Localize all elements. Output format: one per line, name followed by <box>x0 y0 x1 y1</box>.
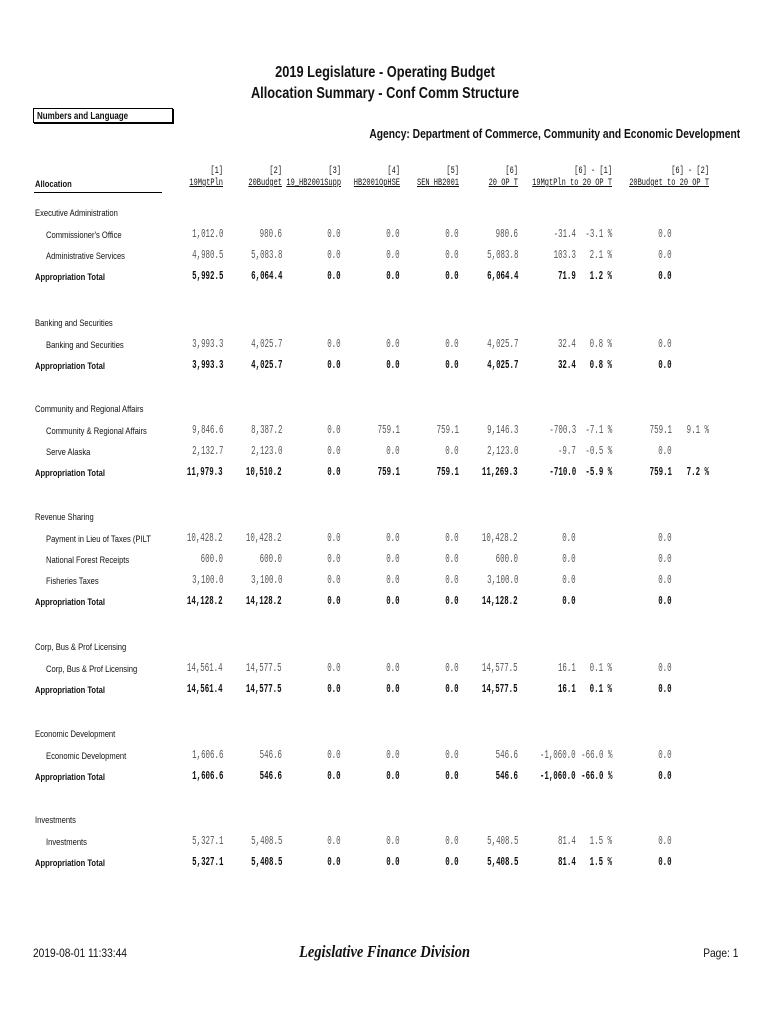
appropriation-total-value: 0.0 <box>327 769 341 783</box>
allocation-value: 16.1 <box>558 661 576 675</box>
allocation-value: 0.0 <box>658 748 672 762</box>
appropriation-total-value: -710.0 <box>549 465 576 479</box>
appropriation-total-value: 5,408.5 <box>250 855 282 869</box>
allocation-value: 0.0 <box>445 834 459 848</box>
column-header-number: [6] <box>505 166 518 177</box>
allocation-value: 9,846.6 <box>191 423 223 437</box>
appropriation-total-value: 5,327.1 <box>191 855 223 869</box>
appropriation-total-label: Appropriation Total <box>35 597 105 608</box>
section-heading: Economic Development <box>35 729 116 740</box>
appropriation-total-value: 0.0 <box>445 855 459 869</box>
allocation-value: 0.0 <box>386 248 400 262</box>
appropriation-total-value: 6,064.4 <box>250 269 282 283</box>
appropriation-total-value: 71.9 <box>558 269 576 283</box>
allocation-value: 0.0 <box>327 834 341 848</box>
allocation-value: 600.0 <box>259 552 282 566</box>
appropriation-total-value: 0.0 <box>658 594 672 608</box>
allocation-value: 0.0 <box>327 552 341 566</box>
section-heading: Banking and Securities <box>35 318 113 329</box>
appropriation-total-value: 0.0 <box>327 358 341 372</box>
appropriation-total-value: 0.0 <box>327 594 341 608</box>
allocation-value: 14,561.4 <box>187 661 223 675</box>
appropriation-total-value: 7.2 % <box>686 465 709 479</box>
appropriation-total-value: 14,577.5 <box>482 682 518 696</box>
column-header-number: [2] <box>269 166 282 177</box>
report-title-line2: Allocation Summary - Conf Comm Structure <box>250 85 520 102</box>
allocation-value: 81.4 <box>558 834 576 848</box>
appropriation-total-value: 0.0 <box>327 465 341 479</box>
allocation-value: 2,132.7 <box>191 444 223 458</box>
allocation-value: 0.8 % <box>589 337 612 351</box>
appropriation-total-value: 10,510.2 <box>246 465 282 479</box>
footer-page-number: Page: 1 <box>702 946 738 960</box>
allocation-value: 759.1 <box>377 423 400 437</box>
section-heading: Executive Administration <box>35 208 118 219</box>
allocation-value: 546.6 <box>259 748 282 762</box>
allocation-value: 0.0 <box>386 661 400 675</box>
allocation-value: 0.0 <box>445 337 459 351</box>
appropriation-total-label: Appropriation Total <box>35 772 105 783</box>
allocation-value: 0.0 <box>327 248 341 262</box>
appropriation-total-label: Appropriation Total <box>35 685 105 696</box>
allocation-value: 1,012.0 <box>191 227 223 241</box>
allocation-value: 0.0 <box>386 748 400 762</box>
allocation-value: 0.0 <box>327 444 341 458</box>
allocation-value: 0.0 <box>327 227 341 241</box>
column-header <box>354 166 400 190</box>
allocation-value: 0.0 <box>658 552 672 566</box>
allocation-value: 0.0 <box>445 748 459 762</box>
allocation-value: 5,083.8 <box>250 248 282 262</box>
allocation-row-label: Payment in Lieu of Taxes (PILT <box>46 534 151 545</box>
column-header <box>629 166 709 190</box>
column-header <box>532 166 612 190</box>
allocation-value: 2,123.0 <box>486 444 518 458</box>
allocation-value: 0.0 <box>658 337 672 351</box>
allocation-value: 759.1 <box>436 423 459 437</box>
appropriation-total-label: Appropriation Total <box>35 858 105 869</box>
column-header <box>286 166 341 190</box>
allocation-value: 0.0 <box>658 661 672 675</box>
appropriation-total-value: 1.5 % <box>589 855 612 869</box>
allocation-value: 14,577.5 <box>246 661 282 675</box>
allocation-value: 4,025.7 <box>250 337 282 351</box>
column-header <box>248 166 282 190</box>
appropriation-total-value: 759.1 <box>649 465 672 479</box>
allocation-row-label: Economic Development <box>46 751 127 762</box>
appropriation-total-value: 0.0 <box>658 855 672 869</box>
appropriation-total-value: 32.4 <box>558 358 576 372</box>
allocation-value: 0.0 <box>386 573 400 587</box>
allocation-value: 0.0 <box>562 573 576 587</box>
allocation-value: 5,408.5 <box>250 834 282 848</box>
appropriation-total-value: 0.0 <box>658 269 672 283</box>
appropriation-total-value: 759.1 <box>436 465 459 479</box>
footer-timestamp: 2019-08-01 11:33:44 <box>33 946 127 960</box>
allocation-row-label: Fisheries Taxes <box>46 576 99 587</box>
appropriation-total-value: 0.0 <box>386 358 400 372</box>
report-title-line1: 2019 Legislature - Operating Budget <box>275 64 495 81</box>
agency-heading: Agency: Department of Commerce, Community and Economic Development <box>369 127 740 141</box>
appropriation-total-value: 1.2 % <box>589 269 612 283</box>
allocation-value: 0.0 <box>386 337 400 351</box>
allocation-value: 3,993.3 <box>191 337 223 351</box>
allocation-value: 0.0 <box>658 531 672 545</box>
column-header <box>489 166 518 190</box>
appropriation-total-value: 11,269.3 <box>482 465 518 479</box>
appropriation-total-value: 16.1 <box>558 682 576 696</box>
allocation-value: 0.0 <box>658 573 672 587</box>
appropriation-total-value: 546.6 <box>259 769 282 783</box>
allocation-value: 5,327.1 <box>191 834 223 848</box>
allocation-value: 10,428.2 <box>482 531 518 545</box>
allocation-value: 600.0 <box>200 552 223 566</box>
appropriation-total-value: 0.0 <box>445 358 459 372</box>
appropriation-total-value: 0.0 <box>327 682 341 696</box>
appropriation-total-value: -1,060.0 <box>540 769 576 783</box>
allocation-value: -700.3 <box>549 423 576 437</box>
appropriation-total-value: 0.0 <box>327 855 341 869</box>
allocation-value: 0.0 <box>562 552 576 566</box>
allocation-value: 5,408.5 <box>486 834 518 848</box>
allocation-value: 9,146.3 <box>486 423 518 437</box>
column-header <box>189 166 223 190</box>
allocation-value: -7.1 % <box>585 423 612 437</box>
allocation-value: -31.4 <box>553 227 576 241</box>
column-header-label: 19MgtPln to 20 OP T <box>532 178 612 189</box>
appropriation-total-value: 81.4 <box>558 855 576 869</box>
allocation-value: 0.0 <box>386 552 400 566</box>
column-header-number: [4] <box>387 166 400 177</box>
appropriation-total-value: 14,128.2 <box>246 594 282 608</box>
column-header-label: 20Budget to 20 OP T <box>629 178 709 189</box>
allocation-value: 5,083.8 <box>486 248 518 262</box>
allocation-value: 759.1 <box>649 423 672 437</box>
column-header-label: 19MgtPln <box>189 178 223 189</box>
appropriation-total-value: 0.0 <box>658 358 672 372</box>
column-header-number: [6] - [1] <box>574 166 612 177</box>
allocation-value: 103.3 <box>553 248 576 262</box>
appropriation-total-value: 5,992.5 <box>191 269 223 283</box>
allocation-row-label: Investments <box>46 837 87 848</box>
column-header <box>417 166 459 190</box>
allocation-value: 0.0 <box>327 531 341 545</box>
appropriation-total-value: 0.0 <box>386 682 400 696</box>
appropriation-total-value: 6,064.4 <box>486 269 518 283</box>
column-header-number: [1] <box>210 166 223 177</box>
numbers-language-tag: Numbers and Language <box>33 108 173 123</box>
allocation-value: 8,387.2 <box>250 423 282 437</box>
footer-division-logo: Legislative Finance Division <box>299 942 471 961</box>
allocation-value: 0.0 <box>327 661 341 675</box>
appropriation-total-value: 14,128.2 <box>187 594 223 608</box>
appropriation-total-value: 14,577.5 <box>246 682 282 696</box>
allocation-value: 546.6 <box>495 748 518 762</box>
allocation-value: -0.5 % <box>585 444 612 458</box>
column-header-label: SEN HB2001 <box>416 178 459 189</box>
appropriation-total-value: 14,561.4 <box>187 682 223 696</box>
allocation-header: Allocation <box>35 179 72 190</box>
allocation-value: 0.0 <box>445 661 459 675</box>
allocation-value: 0.0 <box>327 748 341 762</box>
appropriation-total-value: 4,025.7 <box>486 358 518 372</box>
allocation-value: 4,980.5 <box>191 248 223 262</box>
section-heading: Investments <box>35 815 76 826</box>
appropriation-total-value: 0.0 <box>386 269 400 283</box>
column-header-label: HB2001OpHSE <box>353 178 400 189</box>
appropriation-total-value: 0.0 <box>658 682 672 696</box>
appropriation-total-label: Appropriation Total <box>35 468 105 479</box>
allocation-value: 0.0 <box>445 573 459 587</box>
allocation-row-label: National Forest Receipts <box>46 555 130 566</box>
section-heading: Revenue Sharing <box>35 512 94 523</box>
allocation-value: 0.0 <box>658 248 672 262</box>
allocation-value: -66.0 % <box>580 748 612 762</box>
allocation-row-label: Corp, Bus & Prof Licensing <box>46 664 138 675</box>
appropriation-total-value: 0.0 <box>658 769 672 783</box>
allocation-value: 0.0 <box>658 834 672 848</box>
allocation-value: 0.0 <box>658 444 672 458</box>
appropriation-total-value: 4,025.7 <box>250 358 282 372</box>
report-title <box>77 62 693 104</box>
section-heading: Corp, Bus & Prof Licensing <box>35 642 127 653</box>
allocation-row-label: Administrative Services <box>46 251 125 262</box>
allocation-row-label: Community & Regional Affairs <box>46 426 147 437</box>
appropriation-total-value: 0.8 % <box>589 358 612 372</box>
allocation-value: -3.1 % <box>585 227 612 241</box>
allocation-value: 0.0 <box>386 444 400 458</box>
appropriation-total-value: 1,606.6 <box>191 769 223 783</box>
allocation-value: 32.4 <box>558 337 576 351</box>
appropriation-total-value: 0.0 <box>327 269 341 283</box>
appropriation-total-value: 0.0 <box>445 269 459 283</box>
allocation-value: 0.0 <box>445 531 459 545</box>
allocation-value: 0.0 <box>327 573 341 587</box>
allocation-value: 0.0 <box>386 834 400 848</box>
allocation-row-label: Commissioner's Office <box>46 230 122 241</box>
appropriation-total-value: 0.0 <box>562 594 576 608</box>
column-header-label: 20Budget <box>248 178 282 189</box>
allocation-value: 0.0 <box>386 227 400 241</box>
appropriation-total-value: 759.1 <box>377 465 400 479</box>
allocation-value: 2,123.0 <box>250 444 282 458</box>
appropriation-total-value: 0.0 <box>386 594 400 608</box>
allocation-value: -9.7 <box>558 444 576 458</box>
appropriation-total-value: 0.0 <box>445 594 459 608</box>
appropriation-total-value: -66.0 % <box>580 769 612 783</box>
allocation-value: 3,100.0 <box>191 573 223 587</box>
appropriation-total-value: 14,128.2 <box>482 594 518 608</box>
appropriation-total-value: 3,993.3 <box>191 358 223 372</box>
allocation-row-label: Serve Alaska <box>46 447 91 458</box>
allocation-value: 0.0 <box>445 227 459 241</box>
allocation-value: 0.0 <box>327 423 341 437</box>
column-header-number: [5] <box>446 166 459 177</box>
column-header-label: 20 OP T <box>488 178 518 189</box>
appropriation-total-value: 0.0 <box>386 855 400 869</box>
allocation-value: 2.1 % <box>589 248 612 262</box>
appropriation-total-value: -5.9 % <box>585 465 612 479</box>
appropriation-total-value: 0.0 <box>386 769 400 783</box>
allocation-value: 0.0 <box>562 531 576 545</box>
allocation-value: 1,606.6 <box>191 748 223 762</box>
allocation-value: 980.6 <box>259 227 282 241</box>
allocation-value: 14,577.5 <box>482 661 518 675</box>
allocation-value: 0.0 <box>327 337 341 351</box>
column-header-number: [6] - [2] <box>671 166 709 177</box>
allocation-value: 3,100.0 <box>486 573 518 587</box>
appropriation-total-value: 0.1 % <box>589 682 612 696</box>
appropriation-total-value: 0.0 <box>445 769 459 783</box>
allocation-value: 600.0 <box>495 552 518 566</box>
allocation-header-underline <box>34 192 162 193</box>
allocation-row-label: Banking and Securities <box>46 340 124 351</box>
allocation-value: 1.5 % <box>589 834 612 848</box>
allocation-value: 0.1 % <box>589 661 612 675</box>
allocation-value: 10,428.2 <box>246 531 282 545</box>
allocation-value: 10,428.2 <box>187 531 223 545</box>
appropriation-total-label: Appropriation Total <box>35 272 105 283</box>
allocation-value: 0.0 <box>445 444 459 458</box>
column-header-label: 19_HB2001Supp <box>286 178 341 189</box>
allocation-value: 0.0 <box>658 227 672 241</box>
allocation-value: 0.0 <box>386 531 400 545</box>
allocation-value: 9.1 % <box>686 423 709 437</box>
allocation-value: 3,100.0 <box>250 573 282 587</box>
section-heading: Community and Regional Affairs <box>35 404 144 415</box>
allocation-value: 4,025.7 <box>486 337 518 351</box>
column-header-number: [3] <box>328 166 341 177</box>
allocation-value: -1,060.0 <box>540 748 576 762</box>
appropriation-total-label: Appropriation Total <box>35 361 105 372</box>
allocation-value: 0.0 <box>445 552 459 566</box>
allocation-value: 980.6 <box>495 227 518 241</box>
appropriation-total-value: 5,408.5 <box>486 855 518 869</box>
appropriation-total-value: 0.0 <box>445 682 459 696</box>
appropriation-total-value: 11,979.3 <box>187 465 223 479</box>
appropriation-total-value: 546.6 <box>495 769 518 783</box>
allocation-value: 0.0 <box>445 248 459 262</box>
